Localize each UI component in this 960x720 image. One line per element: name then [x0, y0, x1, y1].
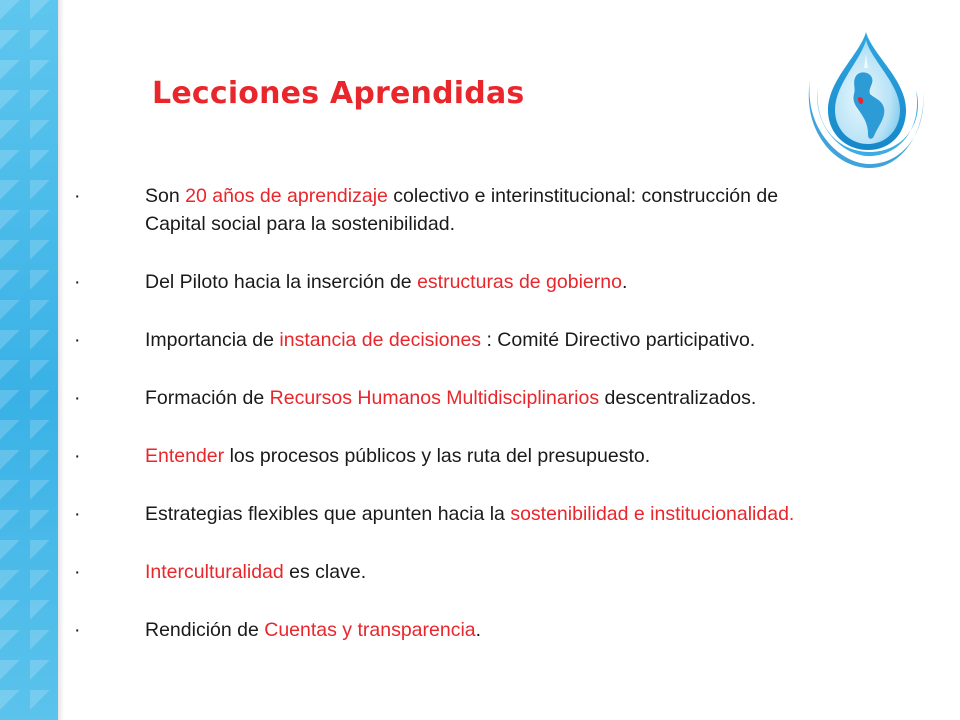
highlight-text: sostenibilidad e institucionalidad.: [510, 503, 795, 525]
list-item: [70, 500, 940, 528]
bullet-marker: ·: [74, 185, 81, 207]
bullet-line: [145, 384, 940, 412]
list-item: [70, 326, 940, 354]
body-text: Formación de: [145, 387, 270, 409]
list-item: [70, 182, 940, 238]
slide-title: Lecciones Aprendidas: [152, 76, 525, 111]
bullet-marker: ·: [74, 561, 81, 583]
body-text: los procesos públicos y las ruta del presupuesto.: [224, 445, 651, 467]
bullet-line: [145, 558, 940, 586]
highlight-text: Interculturalidad: [145, 561, 284, 583]
bullet-line: [145, 442, 940, 470]
bullet-line: [145, 210, 940, 238]
water-drop-logo-icon: [800, 18, 930, 168]
highlight-text: estructuras de gobierno: [417, 271, 622, 293]
highlight-text: Cuentas y transparencia: [264, 619, 476, 641]
bullet-marker: ·: [74, 503, 81, 525]
list-item: [70, 616, 940, 644]
bullet-line: [145, 182, 940, 210]
highlight-text: instancia de decisiones: [279, 329, 482, 351]
bullet-marker: ·: [74, 329, 81, 351]
body-text: es clave.: [283, 561, 367, 583]
bullet-line: [145, 268, 940, 296]
bullet-marker: ·: [74, 387, 81, 409]
bullet-marker: ·: [74, 619, 81, 641]
body-text: colectivo e interinstitucional: construcción de: [387, 185, 779, 207]
body-text: Rendición de: [145, 619, 265, 641]
highlight-text: 20 años de aprendizaje: [185, 185, 388, 207]
list-item: [70, 558, 940, 586]
body-text: .: [621, 271, 628, 293]
bullet-marker: ·: [74, 271, 81, 293]
list-item: [70, 384, 940, 412]
bullet-line: [145, 616, 940, 644]
body-text: .: [475, 619, 482, 641]
list-item: [70, 442, 940, 470]
body-text: Estrategias flexibles que apunten hacia la: [145, 503, 511, 525]
lessons-list: [70, 182, 940, 644]
body-text: : Comité Directivo participativo.: [481, 329, 756, 351]
body-text: Son: [145, 185, 186, 207]
highlight-text: Entender: [145, 445, 225, 467]
body-text: Importancia de: [145, 329, 280, 351]
bullet-line: [145, 326, 940, 354]
highlight-text: Recursos Humanos Multidisciplinarios: [269, 387, 600, 409]
bullet-line: [145, 500, 940, 528]
list-item: [70, 268, 940, 296]
decorative-side-band: [0, 0, 58, 720]
body-text: descentralizados.: [599, 387, 757, 409]
body-text: Capital social para la sostenibilidad.: [145, 213, 456, 235]
bullet-marker: ·: [74, 445, 81, 467]
body-text: Del Piloto hacia la inserción de: [145, 271, 418, 293]
